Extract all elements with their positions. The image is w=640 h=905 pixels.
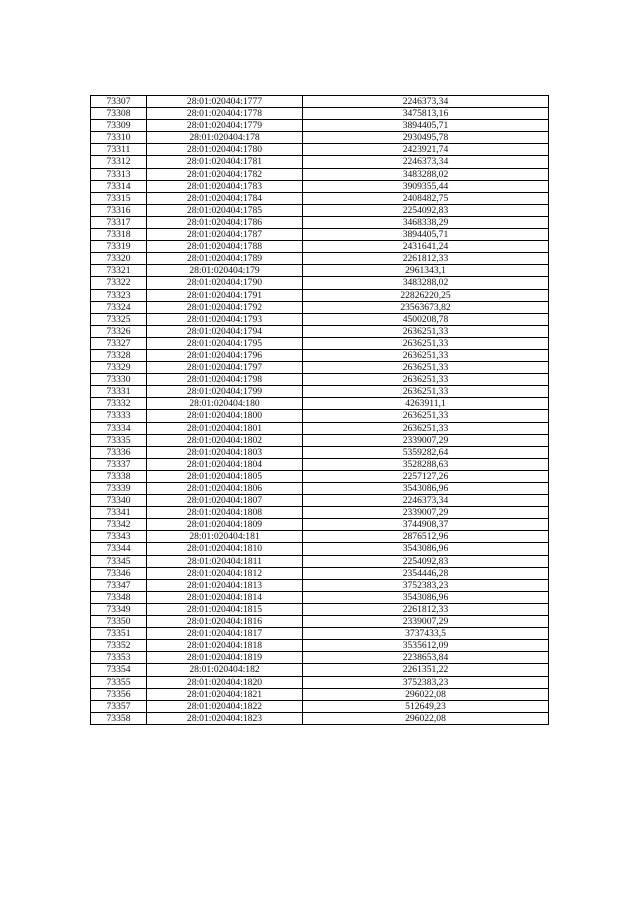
- table-row: [91, 229, 549, 241]
- cadastral-number-cell: 28:01:020404:1786: [147, 216, 303, 228]
- table-row: [91, 555, 549, 567]
- row-number-cell: 73313: [91, 168, 147, 180]
- table-row: [91, 216, 549, 228]
- table-row: [91, 313, 549, 325]
- row-number-cell: 73307: [91, 96, 147, 108]
- row-number-cell: 73311: [91, 144, 147, 156]
- value-cell: 3752383,23: [303, 676, 549, 688]
- cadastral-number-cell: 28:01:020404:1777: [147, 96, 303, 108]
- value-cell: 3543086,96: [303, 483, 549, 495]
- value-cell: 2339007,29: [303, 434, 549, 446]
- table-row: [91, 579, 549, 591]
- row-number-cell: 73322: [91, 277, 147, 289]
- row-number-cell: 73324: [91, 301, 147, 313]
- row-number-cell: 73325: [91, 313, 147, 325]
- cadastral-number-cell: 28:01:020404:1823: [147, 712, 303, 724]
- cadastral-number-cell: 28:01:020404:1800: [147, 410, 303, 422]
- cadastral-number-cell: 28:01:020404:1788: [147, 241, 303, 253]
- cadastral-number-cell: 28:01:020404:1784: [147, 192, 303, 204]
- table-row: [91, 120, 549, 132]
- value-cell: 2930495,78: [303, 132, 549, 144]
- row-number-cell: 73339: [91, 483, 147, 495]
- value-cell: 3894405,71: [303, 229, 549, 241]
- value-cell: 23563673,82: [303, 301, 549, 313]
- row-number-cell: 73337: [91, 458, 147, 470]
- table-row: [91, 325, 549, 337]
- value-cell: 3909355,44: [303, 180, 549, 192]
- table-row: [91, 289, 549, 301]
- cadastral-number-cell: 28:01:020404:1818: [147, 640, 303, 652]
- table-row: [91, 241, 549, 253]
- row-number-cell: 73330: [91, 374, 147, 386]
- table-row: [91, 567, 549, 579]
- value-cell: 2339007,29: [303, 507, 549, 519]
- table-row: [91, 156, 549, 168]
- cadastral-number-cell: 28:01:020404:1778: [147, 108, 303, 120]
- value-cell: 3744908,37: [303, 519, 549, 531]
- table-row: [91, 640, 549, 652]
- cadastral-number-cell: 28:01:020404:1785: [147, 204, 303, 216]
- value-cell: 296022,08: [303, 688, 549, 700]
- value-cell: 3483288,02: [303, 277, 549, 289]
- table-row: [91, 676, 549, 688]
- table-row: [91, 531, 549, 543]
- row-number-cell: 73326: [91, 325, 147, 337]
- cadastral-number-cell: 28:01:020404:1796: [147, 349, 303, 361]
- cadastral-number-cell: 28:01:020404:1801: [147, 422, 303, 434]
- table-row: [91, 628, 549, 640]
- value-cell: 3475813,16: [303, 108, 549, 120]
- value-cell: 2636251,33: [303, 374, 549, 386]
- table-row: [91, 519, 549, 531]
- row-number-cell: 73345: [91, 555, 147, 567]
- table-row: [91, 470, 549, 482]
- cadastral-number-cell: 28:01:020404:1814: [147, 591, 303, 603]
- table-row: [91, 132, 549, 144]
- cadastral-number-cell: 28:01:020404:1792: [147, 301, 303, 313]
- row-number-cell: 73333: [91, 410, 147, 422]
- row-number-cell: 73348: [91, 591, 147, 603]
- table-row: [91, 543, 549, 555]
- cadastral-number-cell: 28:01:020404:1782: [147, 168, 303, 180]
- cadastral-number-cell: 28:01:020404:1808: [147, 507, 303, 519]
- table-row: [91, 362, 549, 374]
- row-number-cell: 73331: [91, 386, 147, 398]
- table-row: [91, 192, 549, 204]
- row-number-cell: 73340: [91, 495, 147, 507]
- cadastral-number-cell: 28:01:020404:1804: [147, 458, 303, 470]
- cadastral-number-cell: 28:01:020404:1816: [147, 616, 303, 628]
- row-number-cell: 73317: [91, 216, 147, 228]
- row-number-cell: 73329: [91, 362, 147, 374]
- row-number-cell: 73316: [91, 204, 147, 216]
- row-number-cell: 73327: [91, 337, 147, 349]
- value-cell: 2246373,34: [303, 96, 549, 108]
- table-row: [91, 616, 549, 628]
- value-cell: 2636251,33: [303, 410, 549, 422]
- value-cell: 3468338,29: [303, 216, 549, 228]
- value-cell: 3543086,96: [303, 543, 549, 555]
- value-cell: 2636251,33: [303, 362, 549, 374]
- cadastral-number-cell: 28:01:020404:1798: [147, 374, 303, 386]
- cadastral-number-cell: 28:01:020404:1802: [147, 434, 303, 446]
- value-cell: 2636251,33: [303, 325, 549, 337]
- table-row: [91, 277, 549, 289]
- row-number-cell: 73347: [91, 579, 147, 591]
- value-cell: 2636251,33: [303, 386, 549, 398]
- value-cell: 3483288,02: [303, 168, 549, 180]
- cadastral-number-cell: 28:01:020404:1779: [147, 120, 303, 132]
- table-row: [91, 337, 549, 349]
- cadastral-number-cell: 28:01:020404:1811: [147, 555, 303, 567]
- table-row: [91, 144, 549, 156]
- table-body: [91, 96, 549, 725]
- row-number-cell: 73334: [91, 422, 147, 434]
- cadastral-number-cell: 28:01:020404:1813: [147, 579, 303, 591]
- cadastral-number-cell: 28:01:020404:1799: [147, 386, 303, 398]
- table-row: [91, 446, 549, 458]
- cadastral-number-cell: 28:01:020404:1815: [147, 603, 303, 615]
- value-cell: 2636251,33: [303, 337, 549, 349]
- cadastral-number-cell: 28:01:020404:1783: [147, 180, 303, 192]
- row-number-cell: 73319: [91, 241, 147, 253]
- cadastral-number-cell: 28:01:020404:1819: [147, 652, 303, 664]
- row-number-cell: 73353: [91, 652, 147, 664]
- row-number-cell: 73344: [91, 543, 147, 555]
- value-cell: 3737433,5: [303, 628, 549, 640]
- cadastral-number-cell: 28:01:020404:182: [147, 664, 303, 676]
- table-row: [91, 458, 549, 470]
- table-row: [91, 688, 549, 700]
- value-cell: 2261812,33: [303, 253, 549, 265]
- row-number-cell: 73332: [91, 398, 147, 410]
- cadastral-number-cell: 28:01:020404:1820: [147, 676, 303, 688]
- table-row: [91, 253, 549, 265]
- cadastral-number-cell: 28:01:020404:1780: [147, 144, 303, 156]
- cadastral-number-cell: 28:01:020404:1812: [147, 567, 303, 579]
- row-number-cell: 73312: [91, 156, 147, 168]
- cadastral-number-cell: 28:01:020404:1807: [147, 495, 303, 507]
- cadastral-number-cell: 28:01:020404:178: [147, 132, 303, 144]
- cadastral-number-cell: 28:01:020404:1794: [147, 325, 303, 337]
- row-number-cell: 73320: [91, 253, 147, 265]
- value-cell: 2254092,83: [303, 204, 549, 216]
- cadastral-number-cell: 28:01:020404:179: [147, 265, 303, 277]
- cadastral-number-cell: 28:01:020404:1803: [147, 446, 303, 458]
- row-number-cell: 73349: [91, 603, 147, 615]
- value-cell: 2246373,34: [303, 495, 549, 507]
- value-cell: 2254092,83: [303, 555, 549, 567]
- row-number-cell: 73328: [91, 349, 147, 361]
- row-number-cell: 73350: [91, 616, 147, 628]
- value-cell: 2876512,96: [303, 531, 549, 543]
- table-row: [91, 386, 549, 398]
- row-number-cell: 73351: [91, 628, 147, 640]
- value-cell: 2354446,28: [303, 567, 549, 579]
- table-row: [91, 301, 549, 313]
- table-row: [91, 204, 549, 216]
- table-row: [91, 96, 549, 108]
- table-row: [91, 349, 549, 361]
- cadastral-value-table: [90, 95, 549, 725]
- table-row: [91, 422, 549, 434]
- value-cell: 3528288,63: [303, 458, 549, 470]
- cadastral-number-cell: 28:01:020404:1791: [147, 289, 303, 301]
- value-cell: 2246373,34: [303, 156, 549, 168]
- cadastral-number-cell: 28:01:020404:1795: [147, 337, 303, 349]
- value-cell: 2636251,33: [303, 422, 549, 434]
- cadastral-number-cell: 28:01:020404:1781: [147, 156, 303, 168]
- value-cell: 2257127,26: [303, 470, 549, 482]
- value-cell: 512649,23: [303, 700, 549, 712]
- row-number-cell: 73318: [91, 229, 147, 241]
- value-cell: 3535612,09: [303, 640, 549, 652]
- table-row: [91, 410, 549, 422]
- table-row: [91, 180, 549, 192]
- table-row: [91, 507, 549, 519]
- row-number-cell: 73342: [91, 519, 147, 531]
- table-row: [91, 434, 549, 446]
- cadastral-number-cell: 28:01:020404:1787: [147, 229, 303, 241]
- value-cell: 4263911,1: [303, 398, 549, 410]
- row-number-cell: 73358: [91, 712, 147, 724]
- value-cell: 2238653,84: [303, 652, 549, 664]
- row-number-cell: 73336: [91, 446, 147, 458]
- row-number-cell: 73356: [91, 688, 147, 700]
- value-cell: 2636251,33: [303, 349, 549, 361]
- value-cell: 2261351,22: [303, 664, 549, 676]
- cadastral-number-cell: 28:01:020404:1806: [147, 483, 303, 495]
- cadastral-number-cell: 28:01:020404:1797: [147, 362, 303, 374]
- cadastral-number-cell: 28:01:020404:1817: [147, 628, 303, 640]
- table-row: [91, 712, 549, 724]
- value-cell: 2431641,24: [303, 241, 549, 253]
- row-number-cell: 73352: [91, 640, 147, 652]
- value-cell: 296022,08: [303, 712, 549, 724]
- cadastral-number-cell: 28:01:020404:1793: [147, 313, 303, 325]
- value-cell: 2408482,75: [303, 192, 549, 204]
- table-row: [91, 700, 549, 712]
- value-cell: 2261812,33: [303, 603, 549, 615]
- row-number-cell: 73357: [91, 700, 147, 712]
- row-number-cell: 73308: [91, 108, 147, 120]
- row-number-cell: 73321: [91, 265, 147, 277]
- row-number-cell: 73338: [91, 470, 147, 482]
- cadastral-number-cell: 28:01:020404:180: [147, 398, 303, 410]
- row-number-cell: 73343: [91, 531, 147, 543]
- cadastral-number-cell: 28:01:020404:1790: [147, 277, 303, 289]
- table-row: [91, 398, 549, 410]
- value-cell: 5359282,64: [303, 446, 549, 458]
- table-row: [91, 664, 549, 676]
- value-cell: 4500208,78: [303, 313, 549, 325]
- table-row: [91, 108, 549, 120]
- table-row: [91, 495, 549, 507]
- row-number-cell: 73315: [91, 192, 147, 204]
- table-row: [91, 603, 549, 615]
- value-cell: 22826220,25: [303, 289, 549, 301]
- table-row: [91, 374, 549, 386]
- cadastral-number-cell: 28:01:020404:1821: [147, 688, 303, 700]
- cadastral-number-cell: 28:01:020404:1810: [147, 543, 303, 555]
- row-number-cell: 73341: [91, 507, 147, 519]
- value-cell: 3543086,96: [303, 591, 549, 603]
- row-number-cell: 73335: [91, 434, 147, 446]
- table-row: [91, 265, 549, 277]
- value-cell: 3894405,71: [303, 120, 549, 132]
- value-cell: 2961343,1: [303, 265, 549, 277]
- cadastral-number-cell: 28:01:020404:181: [147, 531, 303, 543]
- row-number-cell: 73310: [91, 132, 147, 144]
- cadastral-number-cell: 28:01:020404:1822: [147, 700, 303, 712]
- table-row: [91, 652, 549, 664]
- row-number-cell: 73314: [91, 180, 147, 192]
- value-cell: 3752383,23: [303, 579, 549, 591]
- table-row: [91, 591, 549, 603]
- value-cell: 2423921,74: [303, 144, 549, 156]
- cadastral-number-cell: 28:01:020404:1809: [147, 519, 303, 531]
- cadastral-number-cell: 28:01:020404:1805: [147, 470, 303, 482]
- row-number-cell: 73309: [91, 120, 147, 132]
- row-number-cell: 73355: [91, 676, 147, 688]
- row-number-cell: 73323: [91, 289, 147, 301]
- cadastral-number-cell: 28:01:020404:1789: [147, 253, 303, 265]
- value-cell: 2339007,29: [303, 616, 549, 628]
- row-number-cell: 73354: [91, 664, 147, 676]
- table-row: [91, 168, 549, 180]
- table-row: [91, 483, 549, 495]
- row-number-cell: 73346: [91, 567, 147, 579]
